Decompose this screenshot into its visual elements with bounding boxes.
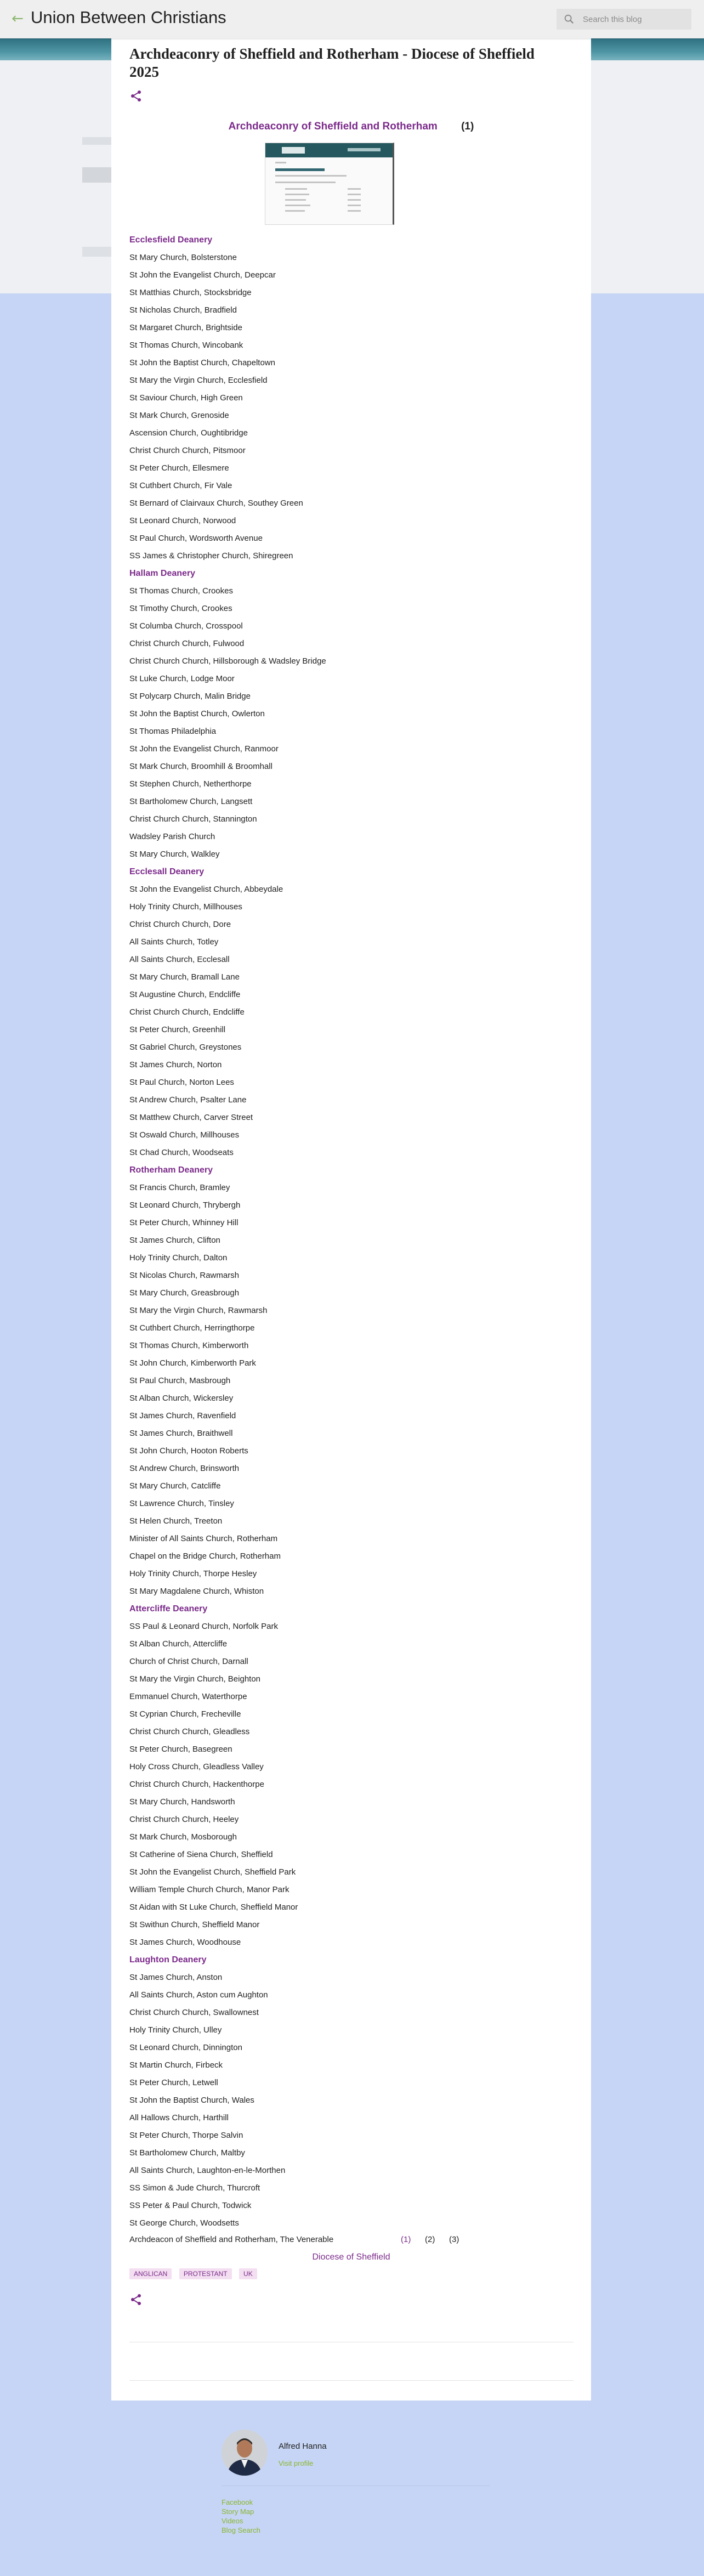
list-item: St Mary the Virgin Church, Beighton [129, 1674, 261, 1684]
list-item: St Leonard Church, Norwood [129, 516, 236, 525]
list-item: Holy Trinity Church, Millhouses [129, 902, 242, 911]
list-item: St Mary Church, Greasbrough [129, 1288, 240, 1298]
list-item: St Alban Church, Wickersley [129, 1394, 234, 1403]
deanery-heading: Rotherham Deanery [129, 1165, 213, 1175]
list-item: St Leonard Church, Thrybergh [129, 1201, 241, 1210]
list-item: St John the Evangelist Church, Sheffield Park [129, 1867, 296, 1877]
list-item: St Bartholomew Church, Langsett [129, 797, 253, 806]
list-item: Christ Church Church, Gleadless [129, 1727, 250, 1736]
search-box[interactable] [557, 9, 691, 30]
list-item: All Saints Church, Ecclesall [129, 955, 230, 964]
list-item: St John the Evangelist Church, Deepcar [129, 270, 276, 280]
list-item: St Mary Church, Walkley [129, 850, 220, 859]
list-item: Holy Trinity Church, Ulley [129, 2025, 222, 2035]
list-item: St Luke Church, Lodge Moor [129, 674, 235, 683]
archdeaconry-count[interactable]: (1) [461, 121, 474, 132]
list-item: St James Church, Clifton [129, 1236, 220, 1245]
list-item: Christ Church Church, Fulwood [129, 639, 245, 648]
footer-links [222, 2498, 260, 2535]
profile-name: Alfred Hanna [279, 2442, 327, 2451]
list-item: St John the Baptist Church, Owlerton [129, 709, 265, 718]
footer-link-videos[interactable]: Videos [222, 2517, 243, 2525]
share-icon-bottom[interactable] [129, 2293, 143, 2306]
list-item: All Saints Church, Laughton-en-le-Morthen [129, 2166, 286, 2175]
list-item: St Aidan with St Luke Church, Sheffield Manor [129, 1903, 298, 1912]
post-card [111, 34, 591, 2401]
list-item: St James Church, Anston [129, 1973, 223, 1982]
list-item: Holy Trinity Church, Thorpe Hesley [129, 1569, 257, 1578]
list-item: Christ Church Church, Hackenthorpe [129, 1780, 264, 1789]
diocese-link: Diocese of Sheffield [312, 2252, 390, 2262]
list-item: Christ Church Church, Heeley [129, 1815, 239, 1824]
search-placeholder: Search this blog [583, 15, 642, 24]
list-item: St Peter Church, Whinney Hill [129, 1218, 239, 1227]
avatar[interactable] [222, 2430, 268, 2476]
list-item: St Lawrence Church, Tinsley [129, 1499, 234, 1508]
list-item: SS Paul & Leonard Church, Norfolk Park [129, 1622, 278, 1631]
list-item: St Mary Church, Bramall Lane [129, 972, 240, 982]
footer-link-blog-search[interactable]: Blog Search [222, 2526, 260, 2534]
list-item: St Cyprian Church, Frecheville [129, 1709, 241, 1719]
deanery-heading: Ecclesall Deanery [129, 867, 205, 876]
blog-title[interactable]: Union Between Christians [31, 8, 226, 27]
list-item: St Thomas Church, Kimberworth [129, 1341, 249, 1350]
archdeaconry-heading [111, 121, 591, 133]
deanery-heading: Attercliffe Deanery [129, 1604, 208, 1613]
list-item: St James Church, Braithwell [129, 1429, 233, 1438]
venerable-page-1[interactable]: (1) [401, 2235, 411, 2244]
list-item: St George Church, Woodsetts [129, 2218, 239, 2228]
list-item: St Thomas Church, Crookes [129, 586, 233, 596]
church-list [129, 231, 579, 2232]
list-item: St Timothy Church, Crookes [129, 604, 232, 613]
post-labels [129, 2268, 262, 2279]
archdeaconry-link[interactable]: Archdeaconry of Sheffield and Rotherham [228, 121, 438, 132]
list-item: St Catherine of Siena Church, Sheffield [129, 1850, 273, 1859]
list-item: St Thomas Church, Wincobank [129, 341, 243, 350]
list-item: St Cuthbert Church, Herringthorpe [129, 1323, 255, 1333]
divider [129, 2380, 574, 2381]
list-item: William Temple Church Church, Manor Park [129, 1885, 289, 1894]
top-bar [0, 0, 704, 38]
list-item: St Swithun Church, Sheffield Manor [129, 1920, 260, 1929]
label-protestant[interactable]: PROTESTANT [179, 2268, 232, 2279]
list-item: St Mary the Virgin Church, Ecclesfield [129, 376, 268, 385]
list-item: St Paul Church, Wordsworth Avenue [129, 534, 263, 543]
search-icon[interactable] [563, 13, 575, 25]
list-item: St Nicolas Church, Rawmarsh [129, 1271, 240, 1280]
list-item: SS Simon & Jude Church, Thurcroft [129, 2183, 260, 2193]
list-item: St Matthias Church, Stocksbridge [129, 288, 252, 297]
list-item: St Gabriel Church, Greystones [129, 1043, 242, 1052]
list-item: St Peter Church, Ellesmere [129, 463, 229, 473]
list-item: St Andrew Church, Brinsworth [129, 1464, 240, 1473]
list-item: St Oswald Church, Millhouses [129, 1130, 240, 1140]
list-item: SS Peter & Paul Church, Todwick [129, 2201, 252, 2210]
list-item: St James Church, Norton [129, 1060, 222, 1069]
list-item: St John the Baptist Church, Wales [129, 2096, 254, 2105]
visit-profile-link[interactable]: Visit profile [279, 2459, 314, 2467]
list-item: St Francis Church, Bramley [129, 1183, 230, 1192]
list-item: Christ Church Church, Dore [129, 920, 231, 929]
list-item: All Saints Church, Aston cum Aughton [129, 1990, 268, 2000]
list-item: St Saviour Church, High Green [129, 393, 243, 403]
list-item: St John the Evangelist Church, Ranmoor [129, 744, 279, 754]
list-item: All Saints Church, Totley [129, 937, 219, 947]
list-item: St Columba Church, Crosspool [129, 621, 243, 631]
label-anglican[interactable]: ANGLICAN [129, 2268, 172, 2279]
list-item: Emmanuel Church, Waterthorpe [129, 1692, 247, 1701]
list-item: St Stephen Church, Netherthorpe [129, 779, 252, 789]
venerable-page-3[interactable]: (3) [449, 2235, 459, 2244]
back-arrow-icon[interactable]: ← [12, 10, 24, 27]
list-item: St Bartholomew Church, Maltby [129, 2148, 245, 2158]
list-item: St John the Evangelist Church, Abbeydale [129, 885, 283, 894]
list-item: Christ Church Church, Endcliffe [129, 1007, 245, 1017]
list-item: St Bernard of Clairvaux Church, Southey Green [129, 499, 303, 508]
list-item: St Peter Church, Basegreen [129, 1745, 232, 1754]
label-uk[interactable]: UK [239, 2268, 257, 2279]
list-item: Holy Trinity Church, Dalton [129, 1253, 228, 1262]
list-item: St Augustine Church, Endcliffe [129, 990, 241, 999]
list-item: St Leonard Church, Dinnington [129, 2043, 242, 2052]
list-item: All Hallows Church, Harthill [129, 2113, 229, 2122]
list-item: St Helen Church, Treeton [129, 1516, 223, 1526]
list-item: St Andrew Church, Psalter Lane [129, 1095, 247, 1105]
footer-link-story-map[interactable]: Story Map [222, 2507, 254, 2516]
list-item: St John Church, Kimberworth Park [129, 1358, 256, 1368]
list-item: St Mark Church, Broomhill & Broomhall [129, 762, 272, 771]
list-item: St James Church, Ravenfield [129, 1411, 236, 1420]
list-item: St Alban Church, Attercliffe [129, 1639, 228, 1649]
list-item: St John the Baptist Church, Chapeltown [129, 358, 275, 367]
list-item: St Nicholas Church, Bradfield [129, 305, 237, 315]
list-item: St Chad Church, Woodseats [129, 1148, 234, 1157]
venerable-page-2[interactable]: (2) [425, 2235, 435, 2244]
list-item: St Mark Church, Mosborough [129, 1832, 237, 1842]
venerable-row: Archdeacon of Sheffield and Rotherham, The Venerable [129, 2235, 334, 2244]
list-item: St Peter Church, Letwell [129, 2078, 218, 2087]
deanery-heading: Laughton Deanery [129, 1955, 207, 1964]
profile-photo [222, 2430, 268, 2476]
list-item: St Cuthbert Church, Fir Vale [129, 481, 232, 490]
footer-link-facebook[interactable]: Facebook [222, 2498, 253, 2506]
list-item: Church of Christ Church, Darnall [129, 1657, 248, 1666]
list-item: Christ Church Church, Pitsmoor [129, 446, 246, 455]
list-item: St Martin Church, Firbeck [129, 2060, 223, 2070]
list-item: St Matthew Church, Carver Street [129, 1113, 253, 1122]
list-item: St Mary the Virgin Church, Rawmarsh [129, 1306, 268, 1315]
list-item: St Polycarp Church, Malin Bridge [129, 692, 251, 701]
deanery-heading: Hallam Deanery [129, 569, 196, 578]
list-item: Chapel on the Bridge Church, Rotherham [129, 1552, 281, 1561]
list-item: Ascension Church, Oughtibridge [129, 428, 248, 438]
website-screenshot-thumbnail[interactable] [265, 143, 394, 225]
list-item: Wadsley Parish Church [129, 832, 215, 841]
list-item: Christ Church Church, Stannington [129, 814, 257, 824]
list-item: St Mary Church, Handsworth [129, 1797, 235, 1807]
list-item: St Mark Church, Grenoside [129, 411, 229, 420]
list-item: St Peter Church, Thorpe Salvin [129, 2131, 243, 2140]
list-item: St Margaret Church, Brightside [129, 323, 242, 332]
list-item: St John Church, Hooton Roberts [129, 1446, 248, 1456]
list-item: Minister of All Saints Church, Rotherham [129, 1534, 278, 1543]
list-item: SS James & Christopher Church, Shiregreen [129, 551, 293, 561]
deanery-heading: Ecclesfield Deanery [129, 235, 213, 245]
share-icon[interactable] [129, 89, 143, 103]
list-item: Christ Church Church, Swallownest [129, 2008, 259, 2017]
list-item: St Paul Church, Norton Lees [129, 1078, 234, 1087]
list-item: St Mary Church, Bolsterstone [129, 253, 237, 262]
list-item: Holy Cross Church, Gleadless Valley [129, 1762, 264, 1771]
list-item: St Thomas Philadelphia [129, 727, 217, 736]
list-item: St James Church, Woodhouse [129, 1938, 241, 1947]
list-item: St Peter Church, Greenhill [129, 1025, 226, 1034]
list-item: St Paul Church, Masbrough [129, 1376, 231, 1385]
post-title: Archdeaconry of Sheffield and Rotherham - Diocese of Sheffield 2025 [129, 46, 535, 80]
list-item: Christ Church Church, Hillsborough & Wadsley Bridge [129, 656, 326, 666]
list-item: St Mary Church, Catcliffe [129, 1481, 221, 1491]
list-item: St Mary Magdalene Church, Whiston [129, 1587, 264, 1596]
